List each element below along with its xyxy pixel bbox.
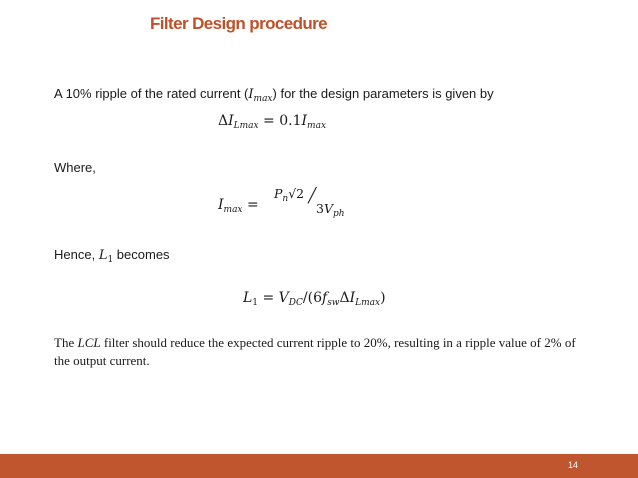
eq3-close: ) <box>380 290 386 306</box>
equation-imax <box>218 186 368 220</box>
equation-ripple <box>218 113 326 131</box>
conclusion-emph: LCL <box>77 335 101 350</box>
eq3-i: I <box>349 290 356 306</box>
hence-var-letter: L <box>98 248 108 263</box>
slide-title: Filter Design procedure <box>150 14 328 33</box>
eq2-lhs-var: I <box>218 197 224 213</box>
eq2-numerator <box>274 186 304 204</box>
hence-text <box>54 247 170 265</box>
eq3-v-sub: DC <box>288 298 303 308</box>
hence-before: Hence, <box>54 247 99 262</box>
eq2-lhs-sub: max <box>223 205 243 215</box>
eq3-delta: Δ <box>339 290 350 306</box>
intro-before: A 10% ripple of the rated current ( <box>54 86 249 101</box>
eq3-f: f <box>322 290 328 306</box>
intro-var-sub: max <box>253 94 273 104</box>
eq2-den-sub: ph <box>332 209 345 219</box>
eq2-fraction-slash: ╱ <box>308 188 317 204</box>
eq2-equals: = <box>242 197 259 213</box>
eq1-lhs-sub: Lmax <box>233 121 259 131</box>
conclusion-after: filter should reduce the expected current ripple to 20%, resulting in a ripple value of 2% of the output current. <box>54 335 576 368</box>
eq3-lhs-sub: 1 <box>252 298 259 308</box>
footer-bar <box>0 454 638 478</box>
equation-l1 <box>243 290 386 308</box>
eq2-den-var: V <box>323 201 333 216</box>
page-number: 14 <box>567 460 578 470</box>
eq3-lhs-var: L <box>243 290 253 306</box>
eq2-num-var: P <box>274 186 283 201</box>
eq3-f-sub: sw <box>327 298 340 308</box>
hence-after: becomes <box>113 247 170 262</box>
eq2-denominator <box>316 201 345 219</box>
intro-text <box>54 86 494 104</box>
eq1-rhs-var: I <box>301 113 308 129</box>
eq2-num-root: √2 <box>288 186 305 201</box>
hence-var-sub: 1 <box>107 255 114 265</box>
intro-var-letter: I <box>248 87 254 102</box>
eq3-v: V <box>278 290 289 306</box>
conclusion-before: The <box>54 335 78 350</box>
intro-after: ) for the design parameters is given by <box>272 86 494 101</box>
eq1-lhs-var: I <box>228 113 234 129</box>
eq2-num-sub: n <box>282 194 289 204</box>
eq3-equals: = <box>258 290 279 306</box>
eq1-delta: Δ <box>218 113 229 129</box>
eq2-lhs <box>218 197 259 215</box>
where-text: Where, <box>54 160 96 175</box>
intro-var <box>248 87 272 102</box>
eq1-equals: = 0.1 <box>258 113 302 129</box>
eq1-rhs-sub: max <box>307 121 327 131</box>
eq3-i-sub: Lmax <box>355 298 381 308</box>
hence-var <box>99 248 113 263</box>
eq3-mid: /(6 <box>302 290 322 306</box>
eq2-den-coef: 3 <box>316 201 324 216</box>
conclusion-paragraph <box>54 334 594 370</box>
